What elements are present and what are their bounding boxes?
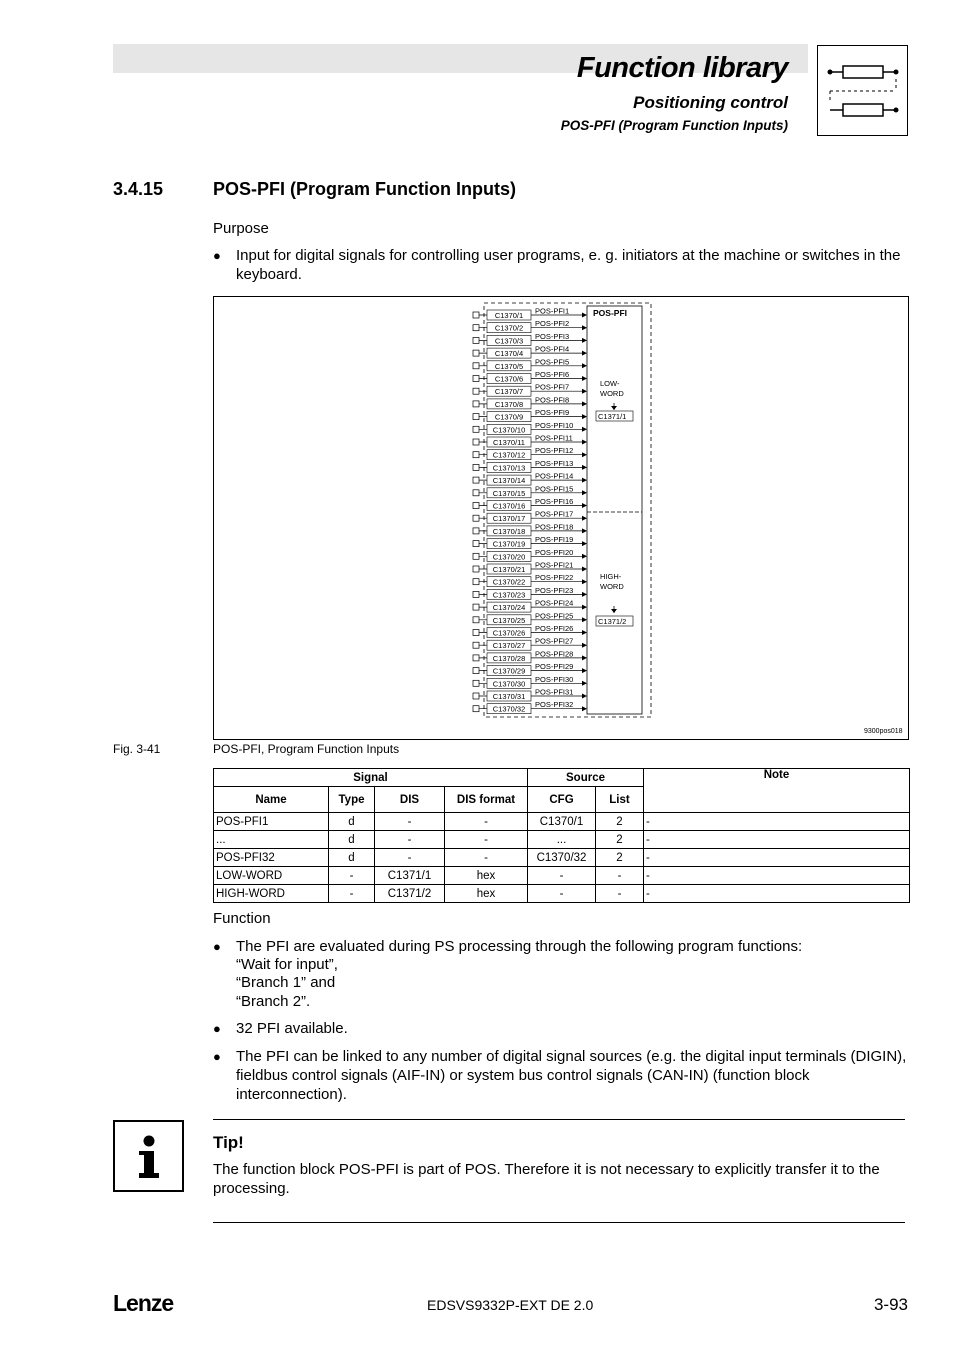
page-subsubtitle: POS-PFI (Program Function Inputs) xyxy=(560,118,788,133)
function-bullet-2: 32 PFI available. xyxy=(236,1020,348,1037)
input-code: C1370/9 xyxy=(494,412,524,422)
table-cell: C1371/1 xyxy=(375,867,445,885)
input-arrow-icon xyxy=(582,351,587,356)
function-bullet-1-line-1: The PFI are evaluated during PS processing through the following program functions: xyxy=(236,938,803,955)
lenze-logo: Lenze xyxy=(113,1290,174,1316)
input-terminal xyxy=(473,630,479,636)
input-name: POS-PFI14 xyxy=(535,471,574,481)
input-arrow-icon xyxy=(582,541,587,546)
input-terminal xyxy=(473,426,479,432)
table-row xyxy=(214,849,910,867)
low-word-label-1: LOW- xyxy=(600,379,620,388)
input-code: C1370/29 xyxy=(492,666,526,676)
input-arrow-icon xyxy=(582,605,587,610)
table-cell: d xyxy=(329,849,375,867)
input-arrow-icon xyxy=(582,325,587,330)
input-arrow-icon xyxy=(582,681,587,686)
input-terminal xyxy=(473,452,479,458)
input-terminal xyxy=(473,655,479,661)
input-terminal xyxy=(473,337,479,343)
page-subtitle: Positioning control xyxy=(633,93,788,112)
high-word-code: C1371/2 xyxy=(598,617,627,626)
input-arrow-icon xyxy=(582,313,587,318)
table-cell: LOW-WORD xyxy=(214,867,329,885)
table-cell: - xyxy=(445,849,528,867)
input-arrow-icon xyxy=(582,554,587,559)
high-word-label-2: WORD xyxy=(600,582,624,591)
input-arrow-icon xyxy=(582,440,587,445)
group-header-note: Note xyxy=(644,769,910,813)
input-arrow-icon xyxy=(582,465,587,470)
pos-pfi-diagram xyxy=(214,297,908,739)
input-code: C1370/25 xyxy=(492,615,526,625)
table-cell: - xyxy=(329,867,375,885)
table-group-header-row xyxy=(214,769,910,787)
input-name: POS-PFI2 xyxy=(535,319,570,329)
input-arrow-icon xyxy=(582,694,587,699)
input-terminal xyxy=(473,642,479,648)
input-code: C1370/32 xyxy=(492,704,526,714)
input-arrow-icon xyxy=(582,503,587,508)
input-name: POS-PFI26 xyxy=(535,624,574,633)
table-cell: POS-PFI1 xyxy=(214,813,329,831)
input-code: C1370/19 xyxy=(492,539,526,549)
table-cell: ... xyxy=(214,831,329,849)
table-cell: 2 xyxy=(596,831,644,849)
input-name: POS-PFI1 xyxy=(535,306,570,316)
input-name: POS-PFI11 xyxy=(535,433,573,443)
input-arrow-icon xyxy=(582,376,587,381)
table-cell: C1371/2 xyxy=(375,885,445,903)
table-row xyxy=(214,867,910,885)
input-code: C1370/4 xyxy=(494,349,524,359)
table-cell: C1370/1 xyxy=(528,813,596,831)
input-arrow-icon xyxy=(582,427,587,432)
input-name: POS-PFI21 xyxy=(535,560,574,570)
table-cell: d xyxy=(329,813,375,831)
figure-caption: POS-PFI, Program Function Inputs xyxy=(213,742,400,756)
input-arrow-icon xyxy=(582,668,587,673)
tip-bottom-rule xyxy=(213,1222,905,1223)
page-number: 3-93 xyxy=(873,1295,908,1314)
input-code: C1370/23 xyxy=(492,590,526,600)
input-terminal xyxy=(473,591,479,597)
input-name: POS-PFI16 xyxy=(535,497,574,506)
input-code: C1370/10 xyxy=(492,425,526,435)
table-cell: - xyxy=(375,813,445,831)
input-terminal xyxy=(473,350,479,356)
table-cell: ... xyxy=(528,831,596,849)
table-row xyxy=(214,831,910,849)
input-arrow-icon xyxy=(582,401,587,406)
input-code: C1370/6 xyxy=(494,374,524,384)
input-name: POS-PFI29 xyxy=(535,662,574,672)
table-cell: 2 xyxy=(596,849,644,867)
input-code: C1370/15 xyxy=(492,488,526,498)
input-terminal xyxy=(473,706,479,712)
col-header-dis: DIS xyxy=(375,787,445,813)
table-cell: - xyxy=(445,813,528,831)
input-arrow-icon xyxy=(582,567,587,572)
input-arrow-icon xyxy=(582,338,587,343)
input-name: POS-PFI25 xyxy=(535,611,574,621)
input-terminal xyxy=(473,503,479,509)
input-code: C1370/21 xyxy=(492,565,526,574)
input-terminal xyxy=(473,312,479,318)
input-terminal xyxy=(473,439,479,445)
table-cell: - xyxy=(644,813,910,831)
input-code: C1370/22 xyxy=(492,577,526,587)
input-terminal xyxy=(473,693,479,699)
input-name: POS-PFI7 xyxy=(535,382,570,392)
input-name: POS-PFI18 xyxy=(535,522,574,532)
high-word-label-1: HIGH- xyxy=(600,572,622,581)
input-name: POS-PFI22 xyxy=(535,573,574,583)
input-terminal xyxy=(473,376,479,382)
input-code: C1370/26 xyxy=(492,628,526,638)
input-name: POS-PFI13 xyxy=(535,458,574,468)
input-name: POS-PFI10 xyxy=(535,420,574,430)
input-arrow-icon xyxy=(582,516,587,521)
table-cell: - xyxy=(445,831,528,849)
figure-id: 9300pos018 xyxy=(864,728,903,735)
input-name: POS-PFI24 xyxy=(535,598,574,608)
input-code: C1370/1 xyxy=(494,311,524,320)
col-header-type: Type xyxy=(329,787,375,813)
table-cell: - xyxy=(375,831,445,849)
section-number: 3.4.15 xyxy=(113,179,164,199)
function-bullet-3: The PFI can be linked to any number of digital signal sources (e.g. the digital input terminals (DIGIN), fieldbus control signals (AIF-IN) or system bus control signals (CAN-IN) (function block interconnection). xyxy=(236,1048,907,1103)
input-arrow-icon xyxy=(582,643,587,648)
input-name: POS-PFI23 xyxy=(535,585,574,595)
function-heading: Function xyxy=(213,910,271,927)
input-arrow-icon xyxy=(582,630,587,635)
tip-top-rule xyxy=(213,1119,905,1120)
input-code: C1370/11 xyxy=(493,438,525,447)
bullet-icon: ● xyxy=(213,1021,221,1036)
input-code: C1370/17 xyxy=(492,514,526,524)
input-name: POS-PFI5 xyxy=(535,357,570,367)
col-header-cfg: CFG xyxy=(528,787,596,813)
input-code: C1370/18 xyxy=(492,526,526,536)
input-name: POS-PFI15 xyxy=(535,484,574,494)
table-cell: - xyxy=(644,885,910,903)
function-bullet-1-line-3: “Branch 1” and xyxy=(236,974,336,991)
input-terminal xyxy=(473,325,479,331)
low-word-label-2: WORD xyxy=(600,389,624,398)
table-cell: - xyxy=(329,885,375,903)
input-code: C1370/8 xyxy=(494,399,524,409)
input-arrow-icon xyxy=(582,452,587,457)
input-code: C1370/24 xyxy=(492,603,526,613)
table-row xyxy=(214,813,910,831)
group-header-signal: Signal xyxy=(214,769,528,787)
purpose-bullet: Input for digital signals for controlling user programs, e. g. initiators at the machine or switches in the keyboard. xyxy=(236,247,901,283)
input-terminal xyxy=(473,668,479,674)
table-cell: HIGH-WORD xyxy=(214,885,329,903)
input-code: C1370/3 xyxy=(494,336,524,346)
info-icon xyxy=(113,1120,184,1192)
page-title: Function library xyxy=(576,52,788,84)
input-name: POS-PFI4 xyxy=(535,344,570,354)
input-terminal xyxy=(473,414,479,420)
table-cell: hex xyxy=(445,885,528,903)
low-word-code: C1371/1 xyxy=(598,412,627,421)
tip-text: The function block POS-PFI is part of POS. Therefore it is not necessary to explicitly transfer it to the processing. xyxy=(213,1161,880,1197)
input-name: POS-PFI17 xyxy=(535,509,574,519)
figure-number: Fig. 3-41 xyxy=(113,742,161,756)
input-name: POS-PFI3 xyxy=(535,331,570,341)
input-code: C1370/14 xyxy=(492,476,526,486)
input-name: POS-PFI19 xyxy=(535,535,574,545)
input-arrow-icon xyxy=(582,706,587,711)
input-name: POS-PFI12 xyxy=(535,446,574,456)
table-cell: - xyxy=(375,849,445,867)
input-terminal xyxy=(473,528,479,534)
figure-frame xyxy=(213,296,909,740)
input-terminal xyxy=(473,566,479,572)
col-header-dis-format: DIS format xyxy=(445,787,528,813)
input-code: C1370/31 xyxy=(492,692,526,701)
input-name: POS-PFI27 xyxy=(535,636,574,646)
input-name: POS-PFI8 xyxy=(535,395,570,405)
input-arrow-icon xyxy=(582,363,587,368)
table-cell: C1370/32 xyxy=(528,849,596,867)
bullet-icon: ● xyxy=(213,1049,221,1064)
table-cell: - xyxy=(644,867,910,885)
input-arrow-icon xyxy=(582,579,587,584)
table-row xyxy=(214,885,910,903)
input-arrow-icon xyxy=(582,528,587,533)
input-arrow-icon xyxy=(582,617,587,622)
function-bullet-1-line-4: “Branch 2”. xyxy=(236,993,311,1010)
input-terminal xyxy=(473,477,479,483)
input-terminal xyxy=(473,464,479,470)
input-terminal xyxy=(473,579,479,585)
input-terminal xyxy=(473,401,479,407)
table-cell: hex xyxy=(445,867,528,885)
table-cell: - xyxy=(596,867,644,885)
col-header-name: Name xyxy=(214,787,329,813)
input-terminal xyxy=(473,541,479,547)
input-arrow-icon xyxy=(582,490,587,495)
input-terminal xyxy=(473,617,479,623)
table-cell: - xyxy=(644,849,910,867)
document-id: EDSVS9332P-EXT DE 2.0 xyxy=(427,1297,594,1313)
tip-title: Tip! xyxy=(213,1133,244,1152)
input-arrow-icon xyxy=(582,389,587,394)
input-name: POS-PFI9 xyxy=(535,408,570,418)
purpose-heading: Purpose xyxy=(213,220,269,237)
table-cell: 2 xyxy=(596,813,644,831)
input-code: C1370/2 xyxy=(494,323,524,333)
table-cell: - xyxy=(644,831,910,849)
input-terminal xyxy=(473,388,479,394)
section-title: POS-PFI (Program Function Inputs) xyxy=(213,179,516,199)
input-terminal xyxy=(473,553,479,559)
signal-table xyxy=(213,768,910,903)
input-code: C1370/5 xyxy=(494,361,524,371)
input-code: C1370/20 xyxy=(492,552,526,562)
function-block-icon xyxy=(817,45,908,136)
input-code: C1370/28 xyxy=(492,653,526,663)
input-code: C1370/27 xyxy=(492,641,526,651)
table-cell: - xyxy=(528,867,596,885)
input-terminal xyxy=(473,363,479,369)
group-header-source: Source xyxy=(528,769,644,787)
block-name: POS-PFI xyxy=(593,308,628,318)
input-terminal xyxy=(473,604,479,610)
table-cell: d xyxy=(329,831,375,849)
table-cell: POS-PFI32 xyxy=(214,849,329,867)
col-header-list: List xyxy=(596,787,644,813)
input-code: C1370/16 xyxy=(492,501,526,511)
input-name: POS-PFI20 xyxy=(535,547,574,557)
input-name: POS-PFI32 xyxy=(535,700,574,710)
input-name: POS-PFI6 xyxy=(535,370,570,379)
input-terminal xyxy=(473,490,479,496)
input-arrow-icon xyxy=(582,414,587,419)
input-name: POS-PFI30 xyxy=(535,674,574,684)
input-arrow-icon xyxy=(582,655,587,660)
input-code: C1370/12 xyxy=(492,450,526,460)
table-cell: - xyxy=(528,885,596,903)
bullet-icon: ● xyxy=(213,939,221,954)
input-name: POS-PFI31 xyxy=(535,687,574,697)
input-arrow-icon xyxy=(582,478,587,483)
bullet-icon: ● xyxy=(213,248,221,263)
input-arrow-icon xyxy=(582,592,587,597)
table-cell: - xyxy=(596,885,644,903)
input-code: C1370/30 xyxy=(492,679,526,689)
input-name: POS-PFI28 xyxy=(535,649,574,659)
input-code: C1370/13 xyxy=(492,463,526,473)
input-code: C1370/7 xyxy=(494,387,524,397)
input-terminal xyxy=(473,515,479,521)
input-terminal xyxy=(473,680,479,686)
function-bullet-1-line-2: “Wait for input”, xyxy=(236,956,338,973)
